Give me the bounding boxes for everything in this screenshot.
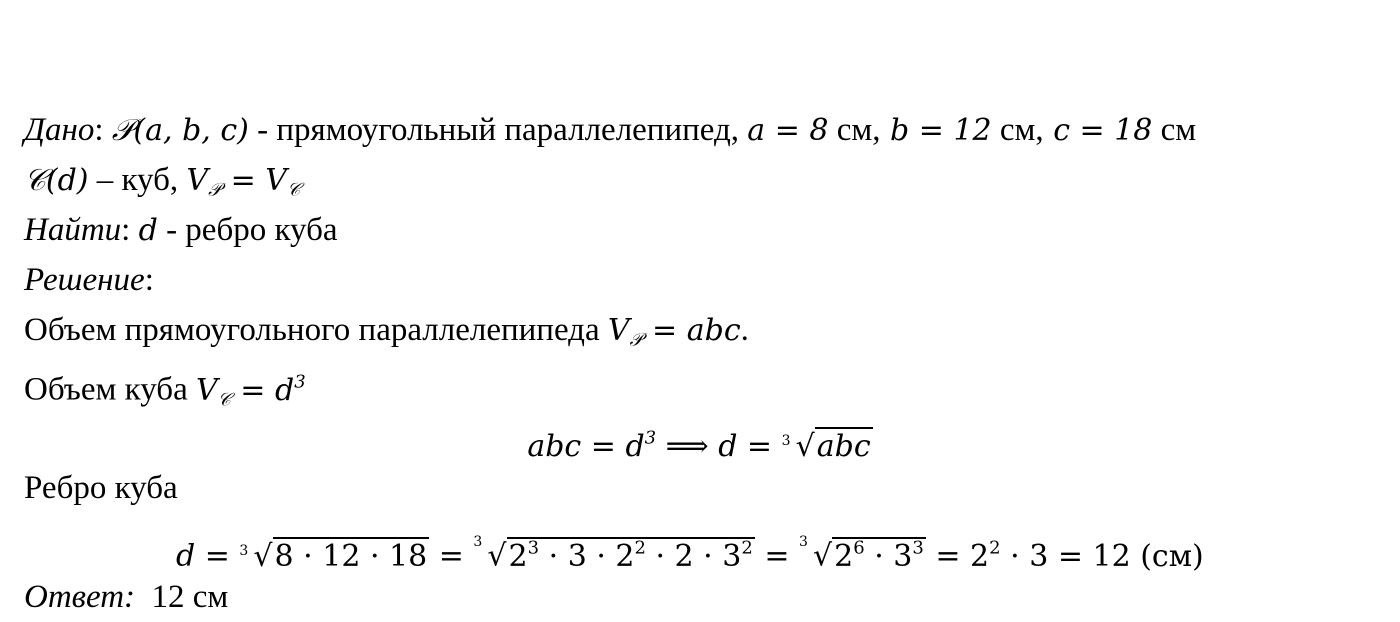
volume-parallelepiped-line: Объем прямоугольного параллелепипеда $V_𝒫$ = abc.	[24, 312, 749, 351]
parallelepiped-symbol: 𝒫(a, b, c)	[111, 113, 249, 148]
cube-definition-line: 𝒞(d) – куб, $V_𝒫 = V_𝒞$	[24, 162, 301, 201]
answer-value: 12 см	[135, 579, 229, 615]
find-line: Найти: d - ребро куба	[24, 212, 338, 248]
cube-symbol: 𝒞(d)	[24, 163, 89, 198]
answer-line	[24, 577, 228, 617]
volume-cube-line: Объем куба $V_𝒞 = d^3$	[24, 371, 306, 410]
c-value: c = 18	[1043, 113, 1153, 148]
main-equation: abc = $d^3$ ⟹ d = 3 √abc	[527, 427, 871, 464]
given-text: - прямоугольный параллелепипед,	[248, 112, 748, 148]
given-line: Дано: 𝒫(a, b, c) - прямоугольный параллелепипед, a = 8 см, b = 12 см, c = 18 см	[24, 112, 1197, 148]
answer-label: Ответ:	[24, 579, 136, 615]
edge-line: Ребро куба	[24, 470, 178, 506]
given-label: Дано	[24, 112, 95, 148]
b-value: b = 12	[880, 113, 992, 148]
solution-line: Решение:	[24, 262, 154, 298]
solution-label: Решение	[24, 262, 145, 298]
calculation-line: d = 3 √8 · 12 · 18 = 3 $√2^3 \cdot 3 \cdot 2^2 \cdot 2 \cdot 3^2$ = 3 $√2^6 \cdot 3^3 = 2^2 \cdot 3 = 12$ (см)	[176, 534, 1204, 574]
find-var: d	[138, 213, 158, 248]
a-value: a = 8	[747, 113, 829, 148]
find-label: Найти	[24, 212, 122, 248]
